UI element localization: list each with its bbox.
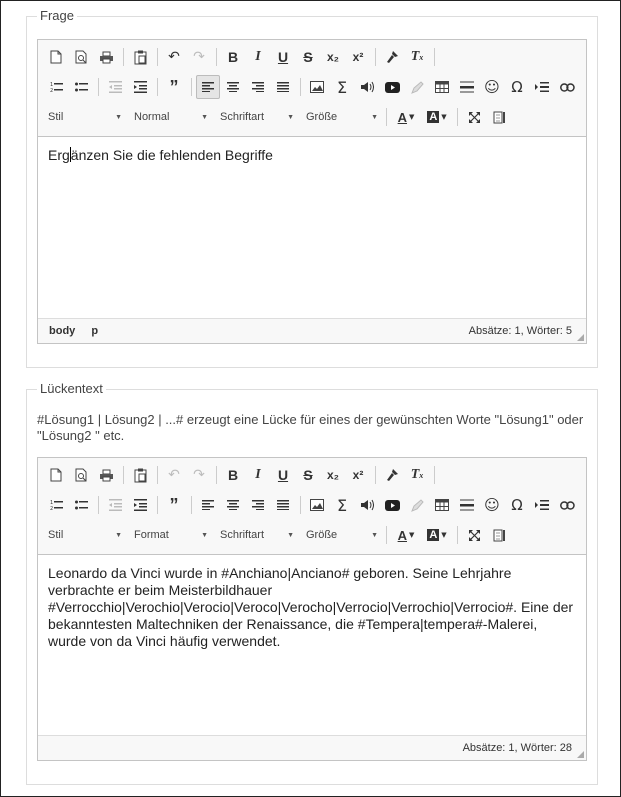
blockquote-icon[interactable]: ” bbox=[169, 494, 179, 515]
new-page-icon[interactable] bbox=[44, 463, 68, 487]
placeholder-help-text: #Lösung1 | Lösung2 | ...# erzeugt eine Lücke für eines der gewünschten Worte "Lösung1" oder "Lösung2 " etc. bbox=[37, 412, 584, 443]
strikethrough-icon[interactable]: S bbox=[303, 467, 313, 483]
toolbar-separator bbox=[216, 48, 217, 66]
print-icon[interactable] bbox=[94, 463, 118, 487]
style-select[interactable] bbox=[44, 524, 126, 546]
frage-fieldset bbox=[26, 8, 598, 368]
italic-icon[interactable]: I bbox=[255, 467, 261, 482]
copy-format-icon[interactable] bbox=[380, 45, 404, 69]
lueckentext-fieldset bbox=[26, 381, 598, 785]
content-text: Leonardo da Vinci wurde in #Anchiano|Anciano# geboren. Seine Lehrjahre verbrachte er beim Meisterbildhauer #Verrocchio|Verochio|Verocio|Veroco|Verocho|Verrocio|Verrochio|Verrocio#. Eine der bekanntesten Maltechniken der Renaissance, die #Tempera|tempera#-Malerei, wurde von da Vinci häufig verwendet. bbox=[48, 565, 574, 649]
frage-editor bbox=[37, 39, 587, 344]
superscript-icon[interactable]: x² bbox=[352, 468, 364, 482]
youtube-icon[interactable] bbox=[380, 75, 404, 99]
content-text-after-caret: änzen Sie die fehlenden Begriffe bbox=[70, 147, 273, 163]
preview-icon[interactable] bbox=[69, 463, 93, 487]
frage-content-area[interactable] bbox=[38, 137, 586, 321]
style-select-label: Stil bbox=[48, 111, 64, 123]
element-path bbox=[49, 325, 111, 337]
bulleted-list-icon[interactable] bbox=[69, 75, 93, 99]
style-select-label: Stil bbox=[48, 529, 64, 541]
svg-text:2: 2 bbox=[49, 88, 53, 93]
format-select-label: Format bbox=[134, 529, 169, 541]
table-icon[interactable] bbox=[430, 493, 454, 517]
font-select[interactable] bbox=[216, 106, 298, 128]
toolbar-separator bbox=[457, 108, 458, 126]
size-select-label: Größe bbox=[306, 529, 338, 541]
toolbar-separator bbox=[375, 48, 376, 66]
chevron-down-icon: ▼ bbox=[371, 113, 378, 121]
toolbar-separator bbox=[157, 48, 158, 66]
font-select[interactable] bbox=[216, 524, 298, 546]
subscript-icon[interactable]: x₂ bbox=[326, 50, 339, 64]
paste-from-word-icon[interactable] bbox=[128, 45, 152, 69]
background-color-icon[interactable]: A ▼ bbox=[429, 111, 447, 123]
toolbar-separator bbox=[300, 78, 301, 96]
toolbar-separator bbox=[157, 496, 158, 514]
toolbar-separator bbox=[123, 48, 124, 66]
math-icon[interactable]: Σ bbox=[336, 77, 348, 97]
align-center-icon[interactable] bbox=[221, 75, 245, 99]
toolbar-row-3 bbox=[44, 522, 512, 548]
special-char-icon[interactable]: Ω bbox=[511, 78, 523, 96]
numbered-list-icon[interactable] bbox=[44, 493, 68, 517]
toolbar-separator bbox=[191, 78, 192, 96]
smiley-icon[interactable]: ☺ bbox=[484, 78, 500, 96]
toolbar-row-3 bbox=[44, 104, 512, 130]
lueckentext-editor bbox=[37, 457, 587, 761]
toolbar-row-1 bbox=[44, 462, 439, 488]
link-icon[interactable] bbox=[555, 75, 579, 99]
format-select[interactable] bbox=[130, 524, 212, 546]
text-color-icon[interactable]: A ▼ bbox=[397, 109, 415, 125]
indent-icon[interactable] bbox=[128, 75, 152, 99]
chevron-down-icon: ▼ bbox=[371, 531, 378, 539]
chevron-down-icon: ▼ bbox=[115, 531, 122, 539]
chevron-down-icon: ▼ bbox=[287, 531, 294, 539]
frage-legend: Frage bbox=[37, 8, 77, 24]
justify-icon[interactable] bbox=[271, 75, 295, 99]
toolbar-separator bbox=[216, 466, 217, 484]
svg-text:1: 1 bbox=[49, 500, 53, 506]
italic-icon[interactable]: I bbox=[255, 49, 261, 64]
print-icon[interactable] bbox=[94, 45, 118, 69]
font-select-label: Schriftart bbox=[220, 529, 265, 541]
math-icon[interactable]: Σ bbox=[336, 495, 348, 515]
remove-format-icon[interactable]: T x bbox=[410, 467, 424, 482]
bulleted-list-icon[interactable] bbox=[69, 493, 93, 517]
toolbar-separator bbox=[386, 526, 387, 544]
underline-icon[interactable]: U bbox=[277, 467, 289, 483]
undo-icon[interactable]: ↶ bbox=[168, 49, 180, 65]
format-select[interactable] bbox=[130, 106, 212, 128]
chevron-down-icon: ▼ bbox=[287, 113, 294, 121]
word-count: Absätze: 1, Wörter: 5 bbox=[468, 325, 572, 337]
maximize-icon[interactable] bbox=[462, 523, 486, 547]
svg-text:2: 2 bbox=[49, 506, 53, 511]
path-item-p[interactable]: p bbox=[91, 325, 99, 337]
toolbar-separator bbox=[386, 108, 387, 126]
toolbar-separator bbox=[375, 466, 376, 484]
lueckentext-toolbar bbox=[38, 458, 586, 555]
svg-text:1: 1 bbox=[49, 82, 53, 88]
smiley-icon[interactable]: ☺ bbox=[484, 496, 500, 514]
indent-icon[interactable] bbox=[128, 493, 152, 517]
toolbar-separator bbox=[98, 78, 99, 96]
subscript-icon[interactable]: x₂ bbox=[326, 468, 339, 482]
frage-toolbar bbox=[38, 40, 586, 137]
horizontal-line-icon[interactable] bbox=[455, 75, 479, 99]
content-text-before-caret: Erg bbox=[48, 147, 70, 163]
numbered-list-icon[interactable] bbox=[44, 75, 68, 99]
lueckentext-legend: Lückentext bbox=[37, 381, 106, 397]
draw-icon[interactable] bbox=[405, 493, 429, 517]
chevron-down-icon: ▼ bbox=[201, 531, 208, 539]
strikethrough-icon[interactable]: S bbox=[303, 49, 313, 65]
format-select-label: Normal bbox=[134, 111, 170, 123]
align-left-icon[interactable] bbox=[196, 493, 220, 517]
toolbar-separator bbox=[123, 466, 124, 484]
copy-format-icon[interactable] bbox=[380, 463, 404, 487]
toolbar-row-1 bbox=[44, 44, 439, 70]
path-item-body[interactable]: body bbox=[49, 325, 76, 337]
link-icon[interactable] bbox=[555, 493, 579, 517]
horizontal-line-icon[interactable] bbox=[455, 493, 479, 517]
size-select-label: Größe bbox=[306, 111, 338, 123]
align-right-icon[interactable] bbox=[246, 493, 270, 517]
undo-icon[interactable]: ↶ bbox=[168, 467, 180, 483]
style-select[interactable] bbox=[44, 106, 126, 128]
toolbar-separator bbox=[98, 496, 99, 514]
word-count: Absätze: 1, Wörter: 28 bbox=[462, 742, 572, 754]
youtube-icon[interactable] bbox=[380, 493, 404, 517]
superscript-icon[interactable]: x² bbox=[352, 50, 364, 64]
special-char-icon[interactable]: Ω bbox=[511, 496, 523, 514]
background-color-icon[interactable]: A ▼ bbox=[429, 529, 447, 541]
font-select-label: Schriftart bbox=[220, 111, 265, 123]
justify-icon[interactable] bbox=[271, 493, 295, 517]
bold-icon[interactable]: B bbox=[227, 467, 239, 483]
size-select[interactable] bbox=[302, 106, 382, 128]
bold-icon[interactable]: B bbox=[227, 49, 239, 65]
toolbar-separator bbox=[157, 466, 158, 484]
text-color-icon[interactable]: A ▼ bbox=[397, 527, 415, 543]
redo-icon[interactable]: ↷ bbox=[193, 49, 205, 65]
lueckentext-statusbar bbox=[38, 735, 586, 760]
insert-block-icon[interactable] bbox=[530, 75, 554, 99]
outdent-icon[interactable] bbox=[103, 493, 127, 517]
draw-icon[interactable] bbox=[405, 75, 429, 99]
preview-icon[interactable] bbox=[69, 45, 93, 69]
redo-icon[interactable]: ↷ bbox=[193, 467, 205, 483]
toolbar-separator bbox=[191, 496, 192, 514]
toolbar-separator bbox=[434, 48, 435, 66]
table-icon[interactable] bbox=[430, 75, 454, 99]
align-right-icon[interactable] bbox=[246, 75, 270, 99]
lueckentext-content-area[interactable] bbox=[38, 555, 586, 737]
resize-handle-icon[interactable] bbox=[577, 751, 584, 758]
chevron-down-icon: ▼ bbox=[115, 113, 122, 121]
toolbar-row-2 bbox=[44, 492, 580, 518]
resize-handle-icon[interactable] bbox=[577, 334, 584, 341]
audio-icon[interactable] bbox=[355, 493, 379, 517]
image-icon[interactable] bbox=[305, 493, 329, 517]
size-select[interactable] bbox=[302, 524, 382, 546]
show-blocks-icon[interactable] bbox=[487, 523, 511, 547]
audio-icon[interactable] bbox=[355, 75, 379, 99]
image-icon[interactable] bbox=[305, 75, 329, 99]
chevron-down-icon: ▼ bbox=[201, 113, 208, 121]
align-left-icon[interactable] bbox=[196, 75, 220, 99]
toolbar-separator bbox=[300, 496, 301, 514]
toolbar-separator bbox=[457, 526, 458, 544]
frage-statusbar bbox=[38, 318, 586, 343]
paste-from-word-icon[interactable] bbox=[128, 463, 152, 487]
remove-format-icon[interactable]: T x bbox=[410, 49, 424, 64]
outdent-icon[interactable] bbox=[103, 75, 127, 99]
new-page-icon[interactable] bbox=[44, 45, 68, 69]
show-blocks-icon[interactable] bbox=[487, 105, 511, 129]
blockquote-icon[interactable]: ” bbox=[169, 76, 179, 97]
toolbar-row-2 bbox=[44, 74, 580, 100]
align-center-icon[interactable] bbox=[221, 493, 245, 517]
underline-icon[interactable]: U bbox=[277, 49, 289, 65]
toolbar-separator bbox=[434, 466, 435, 484]
maximize-icon[interactable] bbox=[462, 105, 486, 129]
toolbar-separator bbox=[157, 78, 158, 96]
insert-block-icon[interactable] bbox=[530, 493, 554, 517]
